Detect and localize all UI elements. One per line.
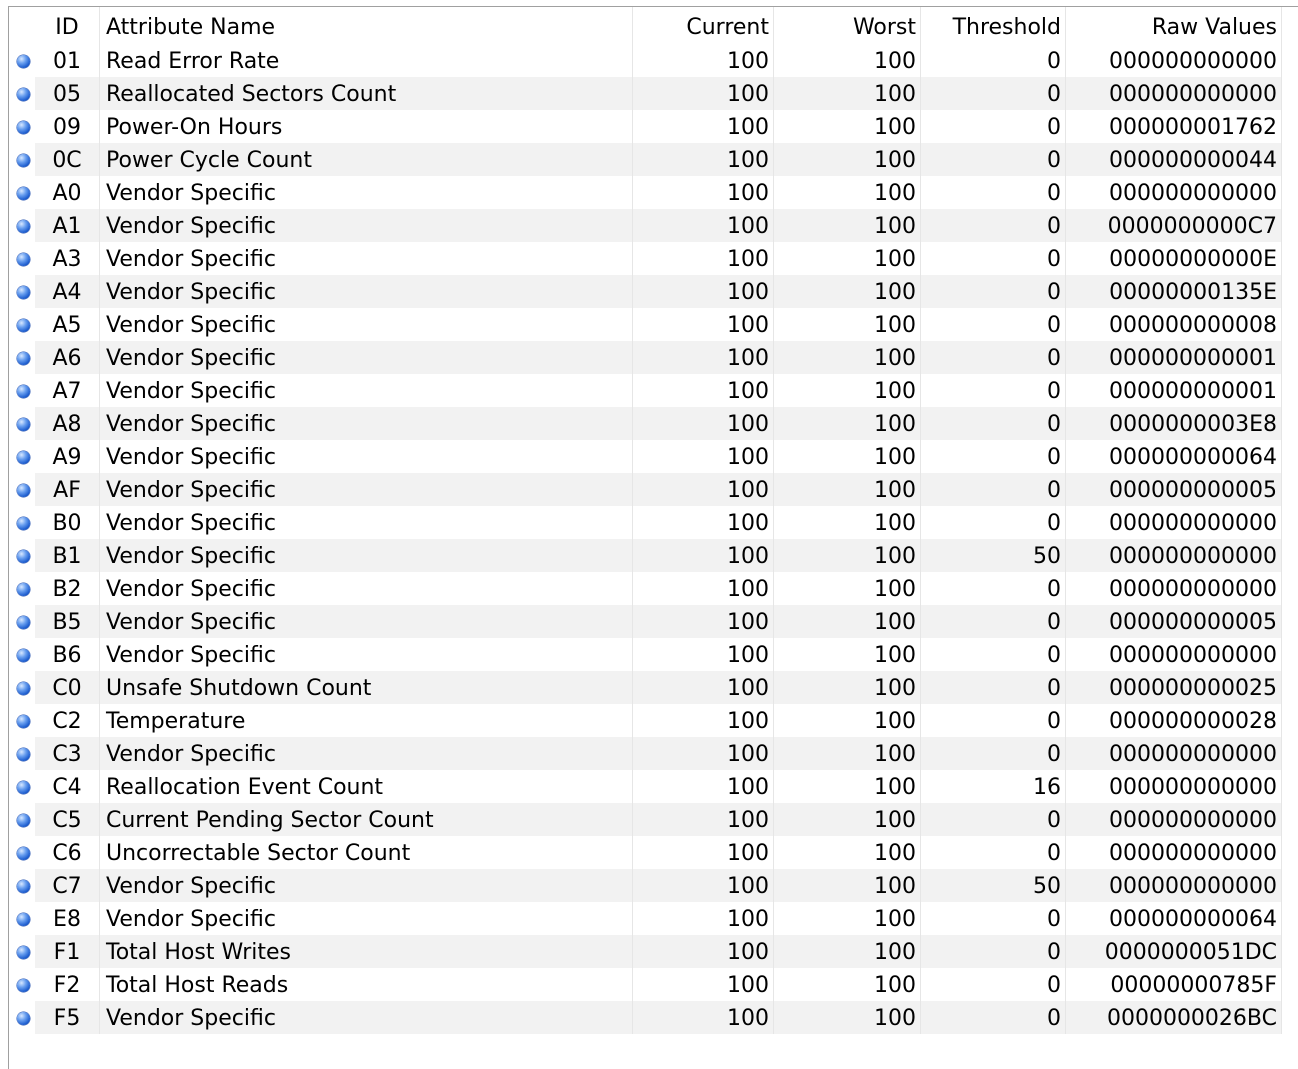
current-value: 100 (633, 935, 774, 968)
threshold-value: 0 (921, 803, 1066, 836)
table-row[interactable] (9, 935, 1298, 968)
current-value: 100 (633, 143, 774, 176)
status-cell (9, 44, 35, 77)
current-value: 100 (633, 77, 774, 110)
table-row[interactable] (9, 836, 1298, 869)
table-header (9, 7, 1298, 44)
threshold-value: 0 (921, 242, 1066, 275)
threshold-value: 0 (921, 902, 1066, 935)
header-current[interactable]: Current (633, 7, 774, 44)
table-row[interactable] (9, 308, 1298, 341)
status-cell (9, 869, 35, 902)
worst-value: 100 (774, 671, 921, 704)
raw-value: 000000000000 (1066, 44, 1282, 77)
current-value: 100 (633, 440, 774, 473)
attribute-name: Vendor Specific (100, 737, 633, 770)
attribute-id: F2 (35, 968, 100, 1001)
current-value: 100 (633, 275, 774, 308)
current-value: 100 (633, 605, 774, 638)
header-raw-values[interactable]: Raw Values (1066, 7, 1282, 44)
attribute-name: Unsafe Shutdown Count (100, 671, 633, 704)
attribute-name: Vendor Specific (100, 308, 633, 341)
status-good-icon (17, 352, 30, 365)
status-good-icon (17, 550, 30, 563)
attribute-id: A8 (35, 407, 100, 440)
raw-value: 00000000000E (1066, 242, 1282, 275)
status-cell (9, 77, 35, 110)
current-value: 100 (633, 869, 774, 902)
attribute-id: 09 (35, 110, 100, 143)
worst-value: 100 (774, 638, 921, 671)
worst-value: 100 (774, 572, 921, 605)
worst-value: 100 (774, 275, 921, 308)
attribute-id: 05 (35, 77, 100, 110)
attribute-id: 0C (35, 143, 100, 176)
worst-value: 100 (774, 374, 921, 407)
status-good-icon (17, 55, 30, 68)
current-value: 100 (633, 308, 774, 341)
status-good-icon (17, 187, 30, 200)
attribute-id: F5 (35, 1001, 100, 1034)
status-cell (9, 539, 35, 572)
raw-value: 000000000064 (1066, 902, 1282, 935)
threshold-value: 0 (921, 341, 1066, 374)
status-good-icon (17, 682, 30, 695)
table-row[interactable] (9, 44, 1298, 77)
attribute-name: Power-On Hours (100, 110, 633, 143)
current-value: 100 (633, 242, 774, 275)
current-value: 100 (633, 110, 774, 143)
raw-value: 000000000000 (1066, 803, 1282, 836)
worst-value: 100 (774, 539, 921, 572)
current-value: 100 (633, 902, 774, 935)
attribute-id: A0 (35, 176, 100, 209)
worst-value: 100 (774, 440, 921, 473)
raw-value: 000000000001 (1066, 341, 1282, 374)
table-row[interactable] (9, 473, 1298, 506)
threshold-value: 0 (921, 407, 1066, 440)
worst-value: 100 (774, 935, 921, 968)
header-id[interactable]: ID (35, 7, 100, 44)
attribute-id: A4 (35, 275, 100, 308)
current-value: 100 (633, 176, 774, 209)
table-body (9, 44, 1298, 1034)
attribute-name: Vendor Specific (100, 374, 633, 407)
table-row[interactable] (9, 737, 1298, 770)
current-value: 100 (633, 704, 774, 737)
threshold-value: 0 (921, 506, 1066, 539)
current-value: 100 (633, 341, 774, 374)
attribute-name: Vendor Specific (100, 869, 633, 902)
threshold-value: 0 (921, 473, 1066, 506)
worst-value: 100 (774, 143, 921, 176)
raw-value: 000000000000 (1066, 506, 1282, 539)
status-cell (9, 110, 35, 143)
status-cell (9, 506, 35, 539)
status-cell (9, 1001, 35, 1034)
raw-value: 000000000000 (1066, 737, 1282, 770)
attribute-name: Total Host Writes (100, 935, 633, 968)
threshold-value: 0 (921, 737, 1066, 770)
status-cell (9, 638, 35, 671)
status-good-icon (17, 451, 30, 464)
table-row[interactable] (9, 440, 1298, 473)
threshold-value: 0 (921, 605, 1066, 638)
worst-value: 100 (774, 308, 921, 341)
table-row[interactable] (9, 902, 1298, 935)
status-good-icon (17, 121, 30, 134)
attribute-name: Vendor Specific (100, 242, 633, 275)
worst-value: 100 (774, 1001, 921, 1034)
attribute-id: E8 (35, 902, 100, 935)
attribute-name: Vendor Specific (100, 407, 633, 440)
raw-value: 00000000785F (1066, 968, 1282, 1001)
raw-value: 0000000051DC (1066, 935, 1282, 968)
status-cell (9, 770, 35, 803)
raw-value: 0000000026BC (1066, 1001, 1282, 1034)
raw-value: 000000000028 (1066, 704, 1282, 737)
attribute-name: Vendor Specific (100, 605, 633, 638)
status-cell (9, 605, 35, 638)
table-row[interactable] (9, 1001, 1298, 1034)
attribute-name: Reallocation Event Count (100, 770, 633, 803)
threshold-value: 0 (921, 836, 1066, 869)
status-cell (9, 275, 35, 308)
raw-value: 000000000005 (1066, 605, 1282, 638)
worst-value: 100 (774, 836, 921, 869)
status-good-icon (17, 748, 30, 761)
raw-value: 000000000064 (1066, 440, 1282, 473)
header-worst[interactable]: Worst (774, 7, 921, 44)
raw-value: 000000001762 (1066, 110, 1282, 143)
current-value: 100 (633, 770, 774, 803)
attribute-id: B6 (35, 638, 100, 671)
attribute-id: C2 (35, 704, 100, 737)
status-cell (9, 671, 35, 704)
raw-value: 0000000000C7 (1066, 209, 1282, 242)
status-cell (9, 176, 35, 209)
worst-value: 100 (774, 506, 921, 539)
current-value: 100 (633, 737, 774, 770)
table-row[interactable] (9, 275, 1298, 308)
threshold-value: 0 (921, 209, 1066, 242)
table-row[interactable] (9, 407, 1298, 440)
current-value: 100 (633, 539, 774, 572)
status-cell (9, 440, 35, 473)
threshold-value: 0 (921, 110, 1066, 143)
status-good-icon (17, 517, 30, 530)
attribute-name: Read Error Rate (100, 44, 633, 77)
threshold-value: 0 (921, 308, 1066, 341)
status-good-icon (17, 319, 30, 332)
header-threshold[interactable]: Threshold (921, 7, 1066, 44)
raw-value: 000000000000 (1066, 638, 1282, 671)
worst-value: 100 (774, 473, 921, 506)
worst-value: 100 (774, 407, 921, 440)
worst-value: 100 (774, 77, 921, 110)
attribute-name: Vendor Specific (100, 539, 633, 572)
threshold-value: 0 (921, 374, 1066, 407)
status-good-icon (17, 847, 30, 860)
worst-value: 100 (774, 176, 921, 209)
attribute-id: 01 (35, 44, 100, 77)
threshold-value: 0 (921, 704, 1066, 737)
attribute-name: Current Pending Sector Count (100, 803, 633, 836)
status-cell (9, 902, 35, 935)
status-good-icon (17, 814, 30, 827)
attribute-name: Vendor Specific (100, 440, 633, 473)
status-cell (9, 704, 35, 737)
raw-value: 000000000000 (1066, 572, 1282, 605)
raw-value: 000000000000 (1066, 869, 1282, 902)
status-cell (9, 737, 35, 770)
threshold-value: 0 (921, 44, 1066, 77)
raw-value: 000000000000 (1066, 77, 1282, 110)
status-good-icon (17, 880, 30, 893)
worst-value: 100 (774, 803, 921, 836)
worst-value: 100 (774, 770, 921, 803)
attribute-id: A1 (35, 209, 100, 242)
status-cell (9, 341, 35, 374)
attribute-name: Vendor Specific (100, 572, 633, 605)
table-row[interactable] (9, 110, 1298, 143)
status-cell (9, 374, 35, 407)
attribute-id: F1 (35, 935, 100, 968)
attribute-name: Temperature (100, 704, 633, 737)
status-good-icon (17, 154, 30, 167)
raw-value: 0000000003E8 (1066, 407, 1282, 440)
table-row[interactable] (9, 242, 1298, 275)
attribute-id: A9 (35, 440, 100, 473)
table-row[interactable] (9, 572, 1298, 605)
status-good-icon (17, 88, 30, 101)
worst-value: 100 (774, 737, 921, 770)
attribute-name: Vendor Specific (100, 902, 633, 935)
status-good-icon (17, 616, 30, 629)
attribute-id: C5 (35, 803, 100, 836)
threshold-value: 16 (921, 770, 1066, 803)
threshold-value: 0 (921, 935, 1066, 968)
table-row[interactable] (9, 638, 1298, 671)
status-cell (9, 209, 35, 242)
status-cell (9, 143, 35, 176)
status-cell (9, 968, 35, 1001)
status-cell (9, 407, 35, 440)
raw-value: 000000000001 (1066, 374, 1282, 407)
status-cell (9, 572, 35, 605)
attribute-name: Vendor Specific (100, 638, 633, 671)
attribute-id: A7 (35, 374, 100, 407)
worst-value: 100 (774, 44, 921, 77)
worst-value: 100 (774, 902, 921, 935)
attribute-name: Vendor Specific (100, 341, 633, 374)
current-value: 100 (633, 638, 774, 671)
table-row[interactable] (9, 209, 1298, 242)
attribute-id: C3 (35, 737, 100, 770)
threshold-value: 0 (921, 1001, 1066, 1034)
attribute-id: A3 (35, 242, 100, 275)
current-value: 100 (633, 407, 774, 440)
status-cell (9, 803, 35, 836)
status-good-icon (17, 649, 30, 662)
table-row[interactable] (9, 671, 1298, 704)
attribute-name: Vendor Specific (100, 473, 633, 506)
current-value: 100 (633, 1001, 774, 1034)
attribute-id: B1 (35, 539, 100, 572)
raw-value: 000000000005 (1066, 473, 1282, 506)
attribute-id: A5 (35, 308, 100, 341)
attribute-id: C0 (35, 671, 100, 704)
current-value: 100 (633, 803, 774, 836)
current-value: 100 (633, 506, 774, 539)
attribute-id: B0 (35, 506, 100, 539)
raw-value: 000000000000 (1066, 539, 1282, 572)
raw-value: 000000000025 (1066, 671, 1282, 704)
threshold-value: 0 (921, 638, 1066, 671)
status-good-icon (17, 946, 30, 959)
raw-value: 000000000000 (1066, 836, 1282, 869)
threshold-value: 0 (921, 572, 1066, 605)
table-row[interactable] (9, 803, 1298, 836)
threshold-value: 0 (921, 143, 1066, 176)
threshold-value: 0 (921, 968, 1066, 1001)
table-row[interactable] (9, 143, 1298, 176)
current-value: 100 (633, 473, 774, 506)
threshold-value: 0 (921, 176, 1066, 209)
status-good-icon (17, 979, 30, 992)
attribute-name: Vendor Specific (100, 209, 633, 242)
table-row[interactable] (9, 374, 1298, 407)
status-cell (9, 473, 35, 506)
threshold-value: 0 (921, 77, 1066, 110)
worst-value: 100 (774, 968, 921, 1001)
table-row[interactable] (9, 539, 1298, 572)
status-good-icon (17, 1012, 30, 1025)
table-row[interactable] (9, 176, 1298, 209)
table-row[interactable] (9, 506, 1298, 539)
attribute-id: C6 (35, 836, 100, 869)
status-good-icon (17, 913, 30, 926)
raw-value: 000000000000 (1066, 176, 1282, 209)
current-value: 100 (633, 572, 774, 605)
table-row[interactable] (9, 968, 1298, 1001)
table-row[interactable] (9, 704, 1298, 737)
attribute-id: B5 (35, 605, 100, 638)
header-attribute-name[interactable]: Attribute Name (100, 7, 633, 44)
attribute-name: Power Cycle Count (100, 143, 633, 176)
current-value: 100 (633, 968, 774, 1001)
current-value: 100 (633, 836, 774, 869)
status-good-icon (17, 220, 30, 233)
table-row[interactable] (9, 770, 1298, 803)
raw-value: 000000000000 (1066, 770, 1282, 803)
attribute-id: B2 (35, 572, 100, 605)
status-good-icon (17, 715, 30, 728)
status-good-icon (17, 484, 30, 497)
raw-value: 000000000044 (1066, 143, 1282, 176)
table-row[interactable] (9, 77, 1298, 110)
smart-table (9, 7, 1298, 1034)
status-good-icon (17, 583, 30, 596)
current-value: 100 (633, 671, 774, 704)
table-row[interactable] (9, 869, 1298, 902)
worst-value: 100 (774, 869, 921, 902)
attribute-id: A6 (35, 341, 100, 374)
worst-value: 100 (774, 341, 921, 374)
attribute-name: Vendor Specific (100, 176, 633, 209)
attribute-name: Total Host Reads (100, 968, 633, 1001)
status-good-icon (17, 286, 30, 299)
status-cell (9, 836, 35, 869)
status-cell (9, 308, 35, 341)
threshold-value: 50 (921, 539, 1066, 572)
smart-attributes-list (8, 6, 1298, 1069)
status-good-icon (17, 253, 30, 266)
header-status[interactable] (9, 7, 35, 44)
current-value: 100 (633, 374, 774, 407)
status-good-icon (17, 781, 30, 794)
attribute-id: AF (35, 473, 100, 506)
worst-value: 100 (774, 242, 921, 275)
status-cell (9, 935, 35, 968)
raw-value: 000000000008 (1066, 308, 1282, 341)
current-value: 100 (633, 209, 774, 242)
table-row[interactable] (9, 605, 1298, 638)
worst-value: 100 (774, 704, 921, 737)
raw-value: 00000000135E (1066, 275, 1282, 308)
threshold-value: 0 (921, 440, 1066, 473)
status-good-icon (17, 385, 30, 398)
current-value: 100 (633, 44, 774, 77)
attribute-id: C4 (35, 770, 100, 803)
threshold-value: 0 (921, 275, 1066, 308)
attribute-name: Uncorrectable Sector Count (100, 836, 633, 869)
status-good-icon (17, 418, 30, 431)
threshold-value: 0 (921, 671, 1066, 704)
worst-value: 100 (774, 605, 921, 638)
status-cell (9, 242, 35, 275)
table-row[interactable] (9, 341, 1298, 374)
attribute-name: Vendor Specific (100, 506, 633, 539)
attribute-name: Reallocated Sectors Count (100, 77, 633, 110)
threshold-value: 50 (921, 869, 1066, 902)
worst-value: 100 (774, 110, 921, 143)
attribute-name: Vendor Specific (100, 1001, 633, 1034)
attribute-name: Vendor Specific (100, 275, 633, 308)
worst-value: 100 (774, 209, 921, 242)
attribute-id: C7 (35, 869, 100, 902)
